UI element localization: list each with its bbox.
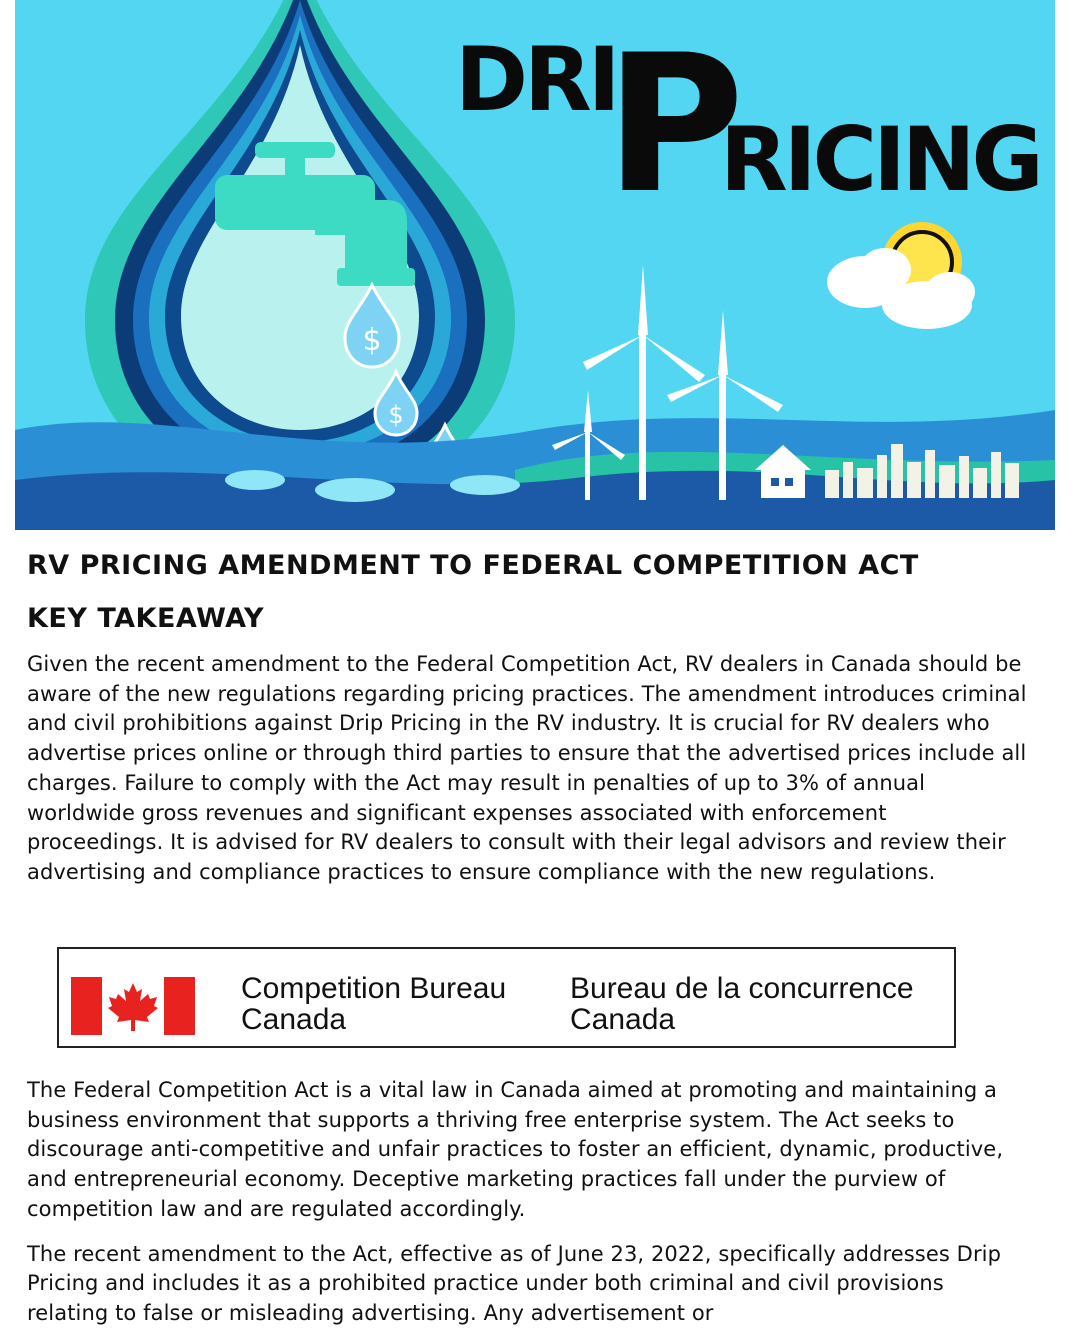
svg-text:$: $ <box>388 401 404 429</box>
hero-banner <box>15 0 1055 530</box>
article <box>27 545 1027 888</box>
logo-fr-line2: Canada <box>570 1003 676 1036</box>
svg-text:DRI: DRI <box>455 28 617 131</box>
article-continued <box>27 1076 1027 1344</box>
paragraph: The Federal Competition Act is a vital law in Canada aimed at promoting and maintaining a business environment that supports a thriving free enterprise system. The Act seeks to discourage anti-competitive and unfair practices to foster an efficient, dynamic, productive, and entrepreneurial economy. Deceptive marketing practices fall under the purview of competition law and are regulated accordingly. <box>27 1078 1004 1221</box>
paragraph: Given the recent amendment to the Federal Competition Act, RV dealers in Canada should be aware of the new regulations regarding pricing practices. The amendment introduces criminal and civil prohibitions against Drip Pricing in the RV industry. It is crucial for RV dealers who advertise prices online or through third parties to ensure that the advertised prices include all charges. Failure to comply with the Act may result in penalties of up to 3% of annual worldwide gross revenues and significant expenses associated with enforcement proceedings. It is advised for RV dealers to consult with their legal advisors and review their advertising and compliance practices to ensure compliance with the new regulations. <box>27 652 1027 884</box>
paragraph: The recent amendment to the Act, effective as of June 23, 2022, specifically addresses Drip Pricing and includes it as a prohibited practice under both criminal and civil provisions relating to false or misleading advertising. Any advertisement or <box>27 1241 1002 1325</box>
logo-en-line1: Competition Bureau <box>241 972 507 1005</box>
logo-fr-line1: Bureau de la concurrence <box>570 972 914 1005</box>
section-heading: KEY TAKEAWAY <box>27 603 265 634</box>
logo-english-text <box>241 973 506 1035</box>
svg-text:P: P <box>605 14 739 235</box>
logo-french-text <box>570 973 914 1035</box>
logo-en-line2: Canada <box>241 1003 347 1036</box>
svg-text:RICING: RICING <box>720 108 1040 211</box>
svg-text:$: $ <box>362 323 382 358</box>
canada-flag-icon <box>71 977 195 1035</box>
competition-bureau-logo <box>57 947 956 1048</box>
article-title: RV PRICING AMENDMENT TO FEDERAL COMPETITION ACT <box>27 550 919 581</box>
drip-pricing-illustration <box>15 0 1055 530</box>
